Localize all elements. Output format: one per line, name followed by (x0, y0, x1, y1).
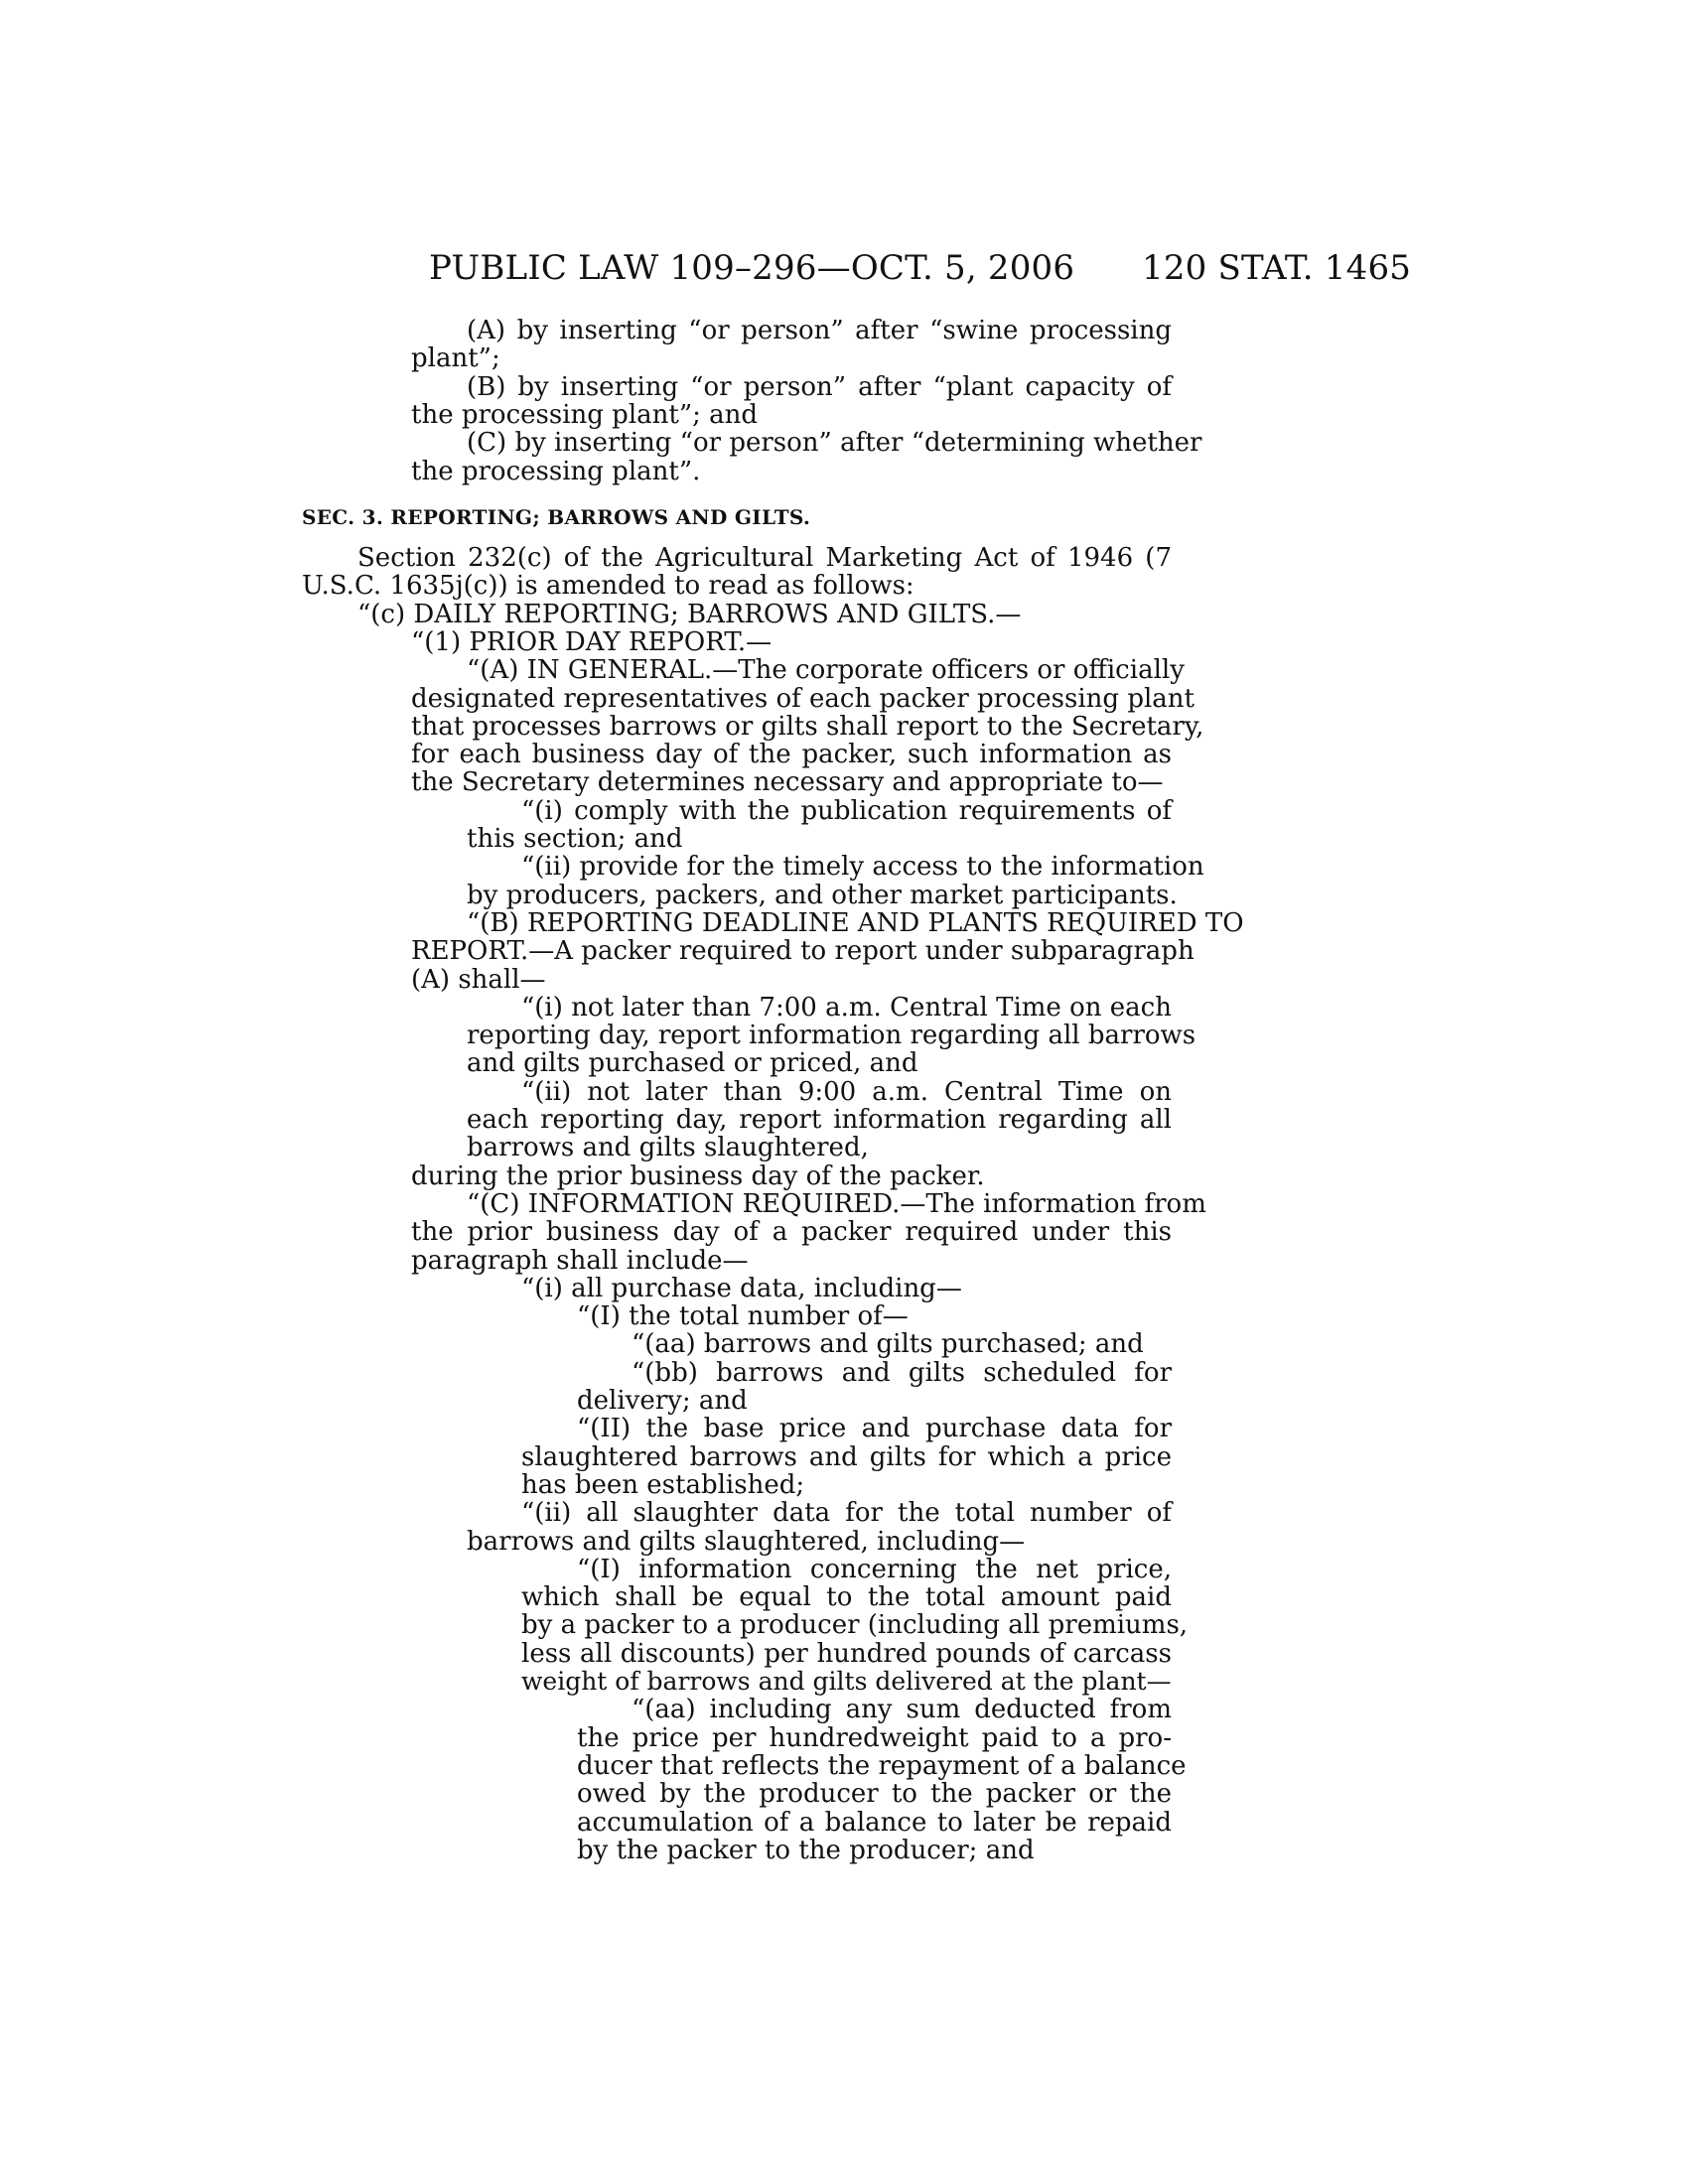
text-line: “(ii) provide for the timely access to the information (521, 852, 1204, 883)
text-line: the processing plant”. (411, 456, 701, 486)
text-line: by producers, packers, and other market participants. (467, 880, 1178, 910)
text-line: designated representatives of each packer processing plant (411, 683, 1195, 714)
text-line: paragraph shall include— (411, 1245, 749, 1276)
text-line: during the prior business day of the packer. (411, 1160, 985, 1191)
text-line: slaughtered barrows and gilts for which a price (521, 1441, 1172, 1472)
text-line: by the packer to the producer; and (577, 1835, 1035, 1865)
text-line: that processes barrows or gilts shall report to the Secretary, (411, 711, 1204, 742)
text-line: REPORT.—A packer required to report under subparagraph (411, 936, 1195, 967)
text-line: (A) shall— (411, 964, 546, 995)
text-line: this section; and (467, 824, 683, 854)
text-line: barrows and gilts slaughtered, including— (467, 1526, 1026, 1557)
text-line: (A) by inserting “or person” after “swine processing (467, 316, 1172, 345)
text-line: “(aa) including any sum deducted from (632, 1695, 1172, 1725)
text-line: weight of barrows and gilts delivered at the plant— (521, 1667, 1172, 1696)
text-line: “(i) comply with the publication requirements of (521, 795, 1172, 826)
text-line: “(bb) barrows and gilts scheduled for (632, 1357, 1172, 1388)
running-header-title: PUBLIC LAW 109–296—OCT. 5, 2006 (429, 248, 1075, 288)
text-line: owed by the producer to the packer or the (577, 1779, 1172, 1810)
text-line: plant”; (411, 343, 500, 374)
text-line: each reporting day, report information regarding all (467, 1105, 1172, 1135)
text-line: (B) by inserting “or person” after “plant capacity of (467, 371, 1172, 402)
text-line: reporting day, report information regarding all barrows (467, 1021, 1196, 1051)
text-line: “(A) IN GENERAL.—The corporate officers or officially (467, 655, 1185, 686)
text-line: “(ii) all slaughter data for the total number of (521, 1498, 1172, 1529)
text-line: the processing plant”; and (411, 399, 759, 430)
text-line: which shall be equal to the total amount paid (521, 1582, 1172, 1613)
text-line: Section 232(c) of the Agricultural Marketing Act of 1946 (7 (357, 543, 1172, 573)
text-line: “(II) the base price and purchase data for (577, 1414, 1172, 1444)
text-line: “(I) the total number of— (577, 1301, 909, 1332)
running-header-stat-page: 120 STAT. 1465 (1142, 248, 1412, 288)
text-line: “(I) information concerning the net price, (577, 1554, 1172, 1584)
text-line: barrows and gilts slaughtered, (467, 1133, 869, 1163)
text-line: the Secretary determines necessary and appropriate to— (411, 767, 1164, 798)
text-line: “(ii) not later than 9:00 a.m. Central Time on (521, 1076, 1172, 1107)
text-line: (C) by inserting “or person” after “determining whether (467, 428, 1202, 459)
text-line: “(aa) barrows and gilts purchased; and (632, 1329, 1144, 1360)
text-line: for each business day of the packer, such information as (411, 740, 1172, 770)
paragraph-heading: “(1) PRIOR DAY REPORT.— (411, 626, 773, 657)
text-line: less all discounts) per hundred pounds of carcass (521, 1638, 1172, 1669)
subsection-heading: “(c) DAILY REPORTING; BARROWS AND GILTS.— (357, 599, 1022, 629)
text-line: has been established; (521, 1469, 805, 1500)
text-line: and gilts purchased or priced, and (467, 1048, 918, 1079)
text-line: the price per hundredweight paid to a pro- (577, 1722, 1172, 1753)
text-line: ducer that reflects the repayment of a balance (577, 1750, 1187, 1781)
text-line: the prior business day of a packer required under this (411, 1217, 1172, 1248)
text-line: “(C) INFORMATION REQUIRED.—The information from (467, 1188, 1206, 1219)
section-heading: SEC. 3. REPORTING; BARROWS AND GILTS. (302, 505, 811, 529)
text-line: by a packer to a producer (including all premiums, (521, 1610, 1189, 1641)
text-line: U.S.C. 1635j(c)) is amended to read as follows: (302, 571, 914, 602)
text-line: accumulation of a balance to later be repaid (577, 1807, 1172, 1838)
text-line: delivery; and (577, 1386, 748, 1416)
text-line: “(B) REPORTING DEADLINE AND PLANTS REQUIRED TO (467, 907, 1244, 938)
text-line: “(i) not later than 7:00 a.m. Central Time on each (521, 992, 1172, 1023)
text-line: “(i) all purchase data, including— (521, 1273, 962, 1303)
